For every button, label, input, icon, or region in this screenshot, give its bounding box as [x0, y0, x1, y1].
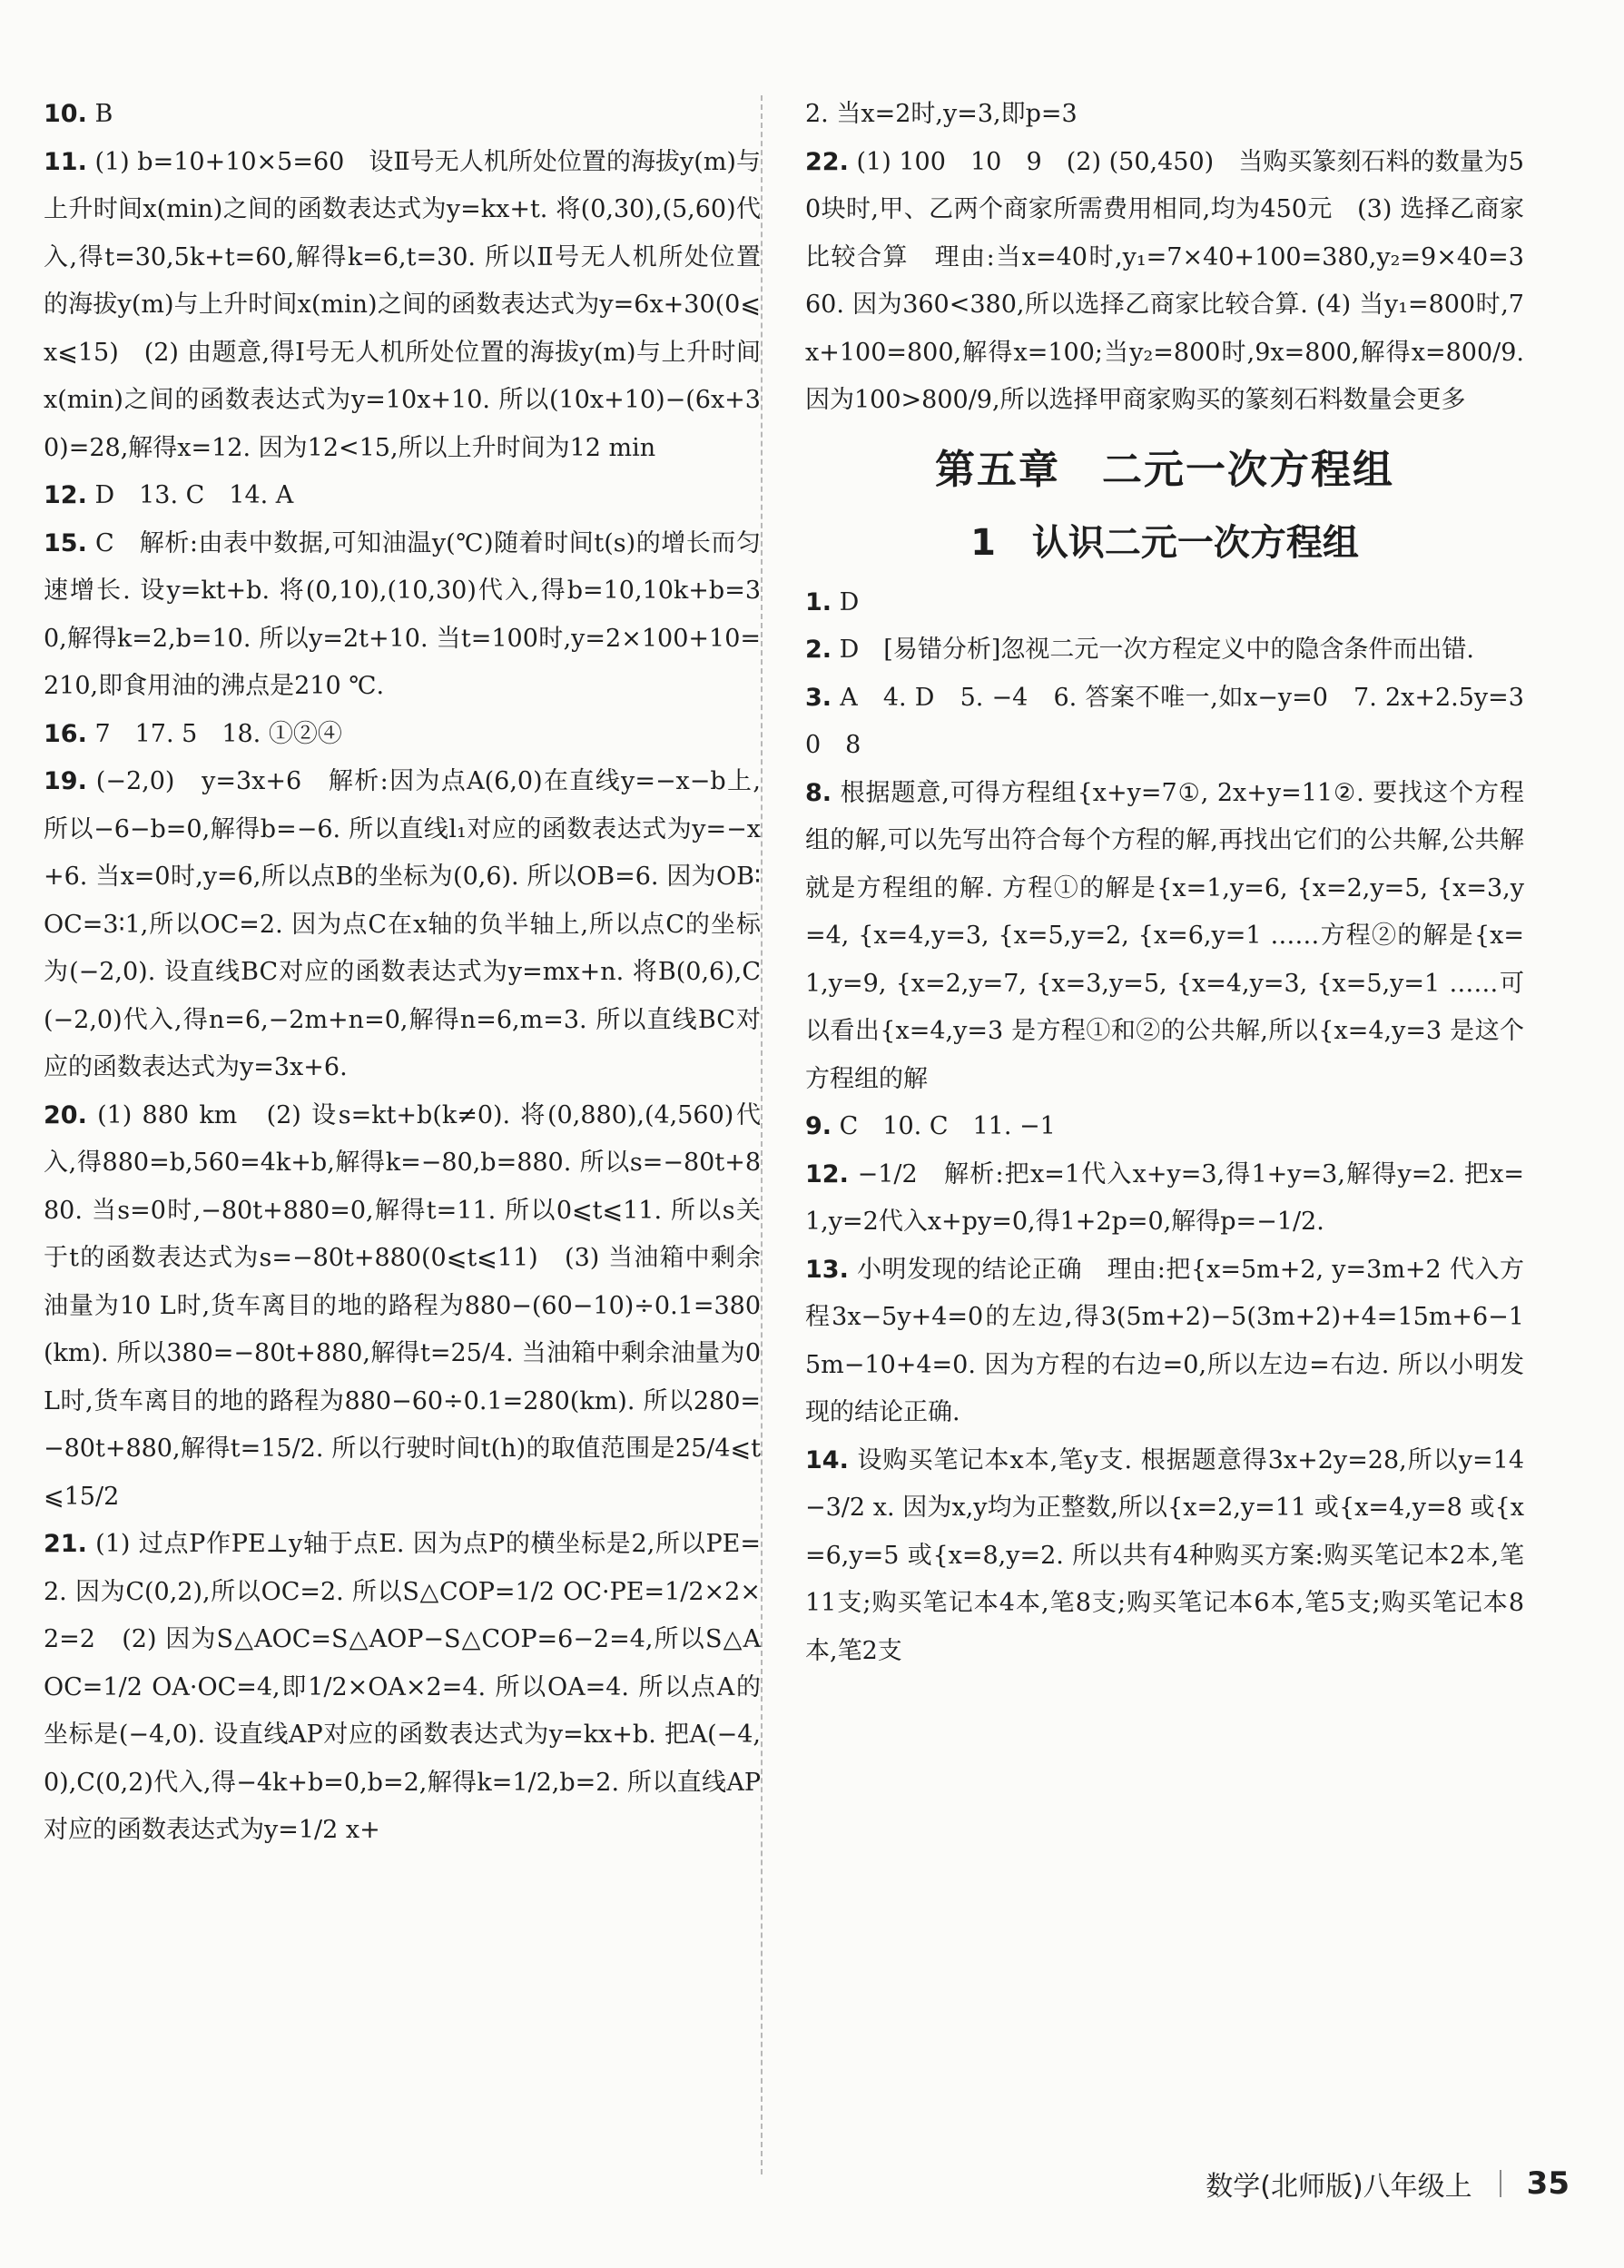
answer-22: 22. (1) 100 10 9 (2) (50,450) 当购买篆刻石料的数量为50块时,甲、乙两个商家所需费用相同,均为450元 (3) 选择乙商家比较合算 理由:当x=40时,y₁=7×40+100=380,y₂=9×40=360. 因为360<380,所以选择乙商家比较合算. (4) 当y₁=800时,7x+100=800,解得x=100;当y₂=800时,9x=800,解得x=800/9. 因为100>800/9,所以选择甲商家购买的篆刻石料数量会更多: [805, 147, 1524, 414]
answer-s1-9-11: 9. C 10. C 11. −1: [805, 1112, 1056, 1140]
answer-s1-2: 2. D [易错分析]忽视二元一次方程定义中的隐含条件而出错.: [805, 636, 1474, 664]
page-number: 35: [1526, 2165, 1570, 2202]
section-title: 1 认识二元一次方程组: [970, 521, 1359, 564]
answer-21-continued: 2. 当x=2时,y=3,即p=3: [805, 100, 1078, 128]
answer-19: 19. (−2,0) y=3x+6 解析:因为点A(6,0)在直线y=−x−b上,所以−6−b=0,解得b=−6. 所以直线l₁对应的函数表达式为y=−x+6. 当x=0时,y=6,所以点B的坐标为(0,6). 所以OB=6. 因为OB∶OC=3∶1,所以OC=2. 因为点C在x轴的负半轴上,所以点C的坐标为(−2,0). 设直线BC对应的函数表达式为y=mx+n. 将B(0,6),C(−2,0)代入,得n=6,−2m+n=0,解得n=6,m=3. 所以直线BC对应的函数表达式为y=3x+6.: [44, 767, 761, 1081]
footer-separator: [1500, 2170, 1501, 2197]
answer-s1-12: 12. −1/2 解析:把x=1代入x+y=3,得1+y=3,解得y=2. 把x=1,y=2代入x+py=0,得1+2p=0,解得p=−1/2.: [805, 1159, 1524, 1236]
answer-11: 11. (1) b=10+10×5=60 设Ⅱ号无人机所处位置的海拔y(m)与上升时间x(min)之间的函数表达式为y=kx+t. 将(0,30),(5,60)代入,得t=30,5k+t=60,解得k=6,t=30. 所以Ⅱ号无人机所处位置的海拔y(m)与上升时间x(min)之间的函数表达式为y=6x+30(0⩽x⩽15) (2) 由题意,得Ⅰ号无人机所处位置的海拔y(m)与上升时间x(min)之间的函数表达式为y=10x+10. 所以(10x+10)−(6x+30)=28,解得x=12. 因为12<15,所以上升时间为12 min: [44, 147, 761, 462]
left-column: [44, 91, 761, 1855]
answer-10: 10. B: [44, 100, 113, 128]
answer-21: 21. (1) 过点P作PE⊥y轴于点E. 因为点P的横坐标是2,所以PE=2. 因为C(0,2),所以OC=2. 所以S△COP=1/2 OC·PE=1/2×2×2=2 (2) 因为S△AOC=S△AOP−S△COP=6−2=4,所以S△AOC=1/2 OA·OC=4,即1/2×OA×2=4. 所以OA=4. 所以点A的坐标是(−4,0). 设直线AP对应的函数表达式为y=kx+b. 把A(−4,0),C(0,2)代入,得−4k+b=0,b=2,解得k=1/2,b=2. 所以直线AP对应的函数表达式为y=1/2 x+: [44, 1530, 761, 1844]
answer-s1-13: 13. 小明发现的结论正确 理由:把{x=5m+2, y=3m+2 代入方程3x−5y+4=0的左边,得3(5m+2)−5(3m+2)+4=15m+6−15m−10+4=0. 因为方程的右边=0,所以左边=右边. 所以小明发现的结论正确.: [805, 1255, 1524, 1426]
answer-16-18: 16. 7 17. 5 18. ①②④: [44, 719, 342, 748]
answer-s1-8: 8. 根据题意,可得方程组{x+y=7①, 2x+y=11②. 要找这个方程组的解,可以先写出符合每个方程的解,再找出它们的公共解,公共解就是方程组的解. 方程①的解是{x=1,y=6, {x=2,y=5, {x=3,y=4, {x=4,y=3, {x=5,y=2, {x=6,y=1 ……方程②的解是{x=1,y=9, {x=2,y=7, {x=3,y=5, {x=4,y=3, {x=5,y=1 ……可以看出{x=4,y=3 是方程①和②的公共解,所以{x=4,y=3 是这个方程组的解: [805, 778, 1524, 1093]
answer-s1-3-7: 3. A 4. D 5. −4 6. 答案不唯一,如x−y=0 7. 2x+2.5y=30 8: [805, 683, 1524, 759]
answer-s1-14: 14. 设购买笔记本x本,笔y支. 根据题意得3x+2y=28,所以y=14−3/2 x. 因为x,y均为正整数,所以{x=2,y=11 或{x=4,y=8 或{x=6,y=5 或{x=8,y=2. 所以共有4种购买方案:购买笔记本2本,笔11支;购买笔记本4本,笔8支;购买笔记本6本,笔5支;购买笔记本8本,笔2支: [805, 1445, 1524, 1665]
chapter-title: 第五章 二元一次方程组: [935, 446, 1394, 493]
book-subject: 数学(北师版)八年级上: [1206, 2171, 1472, 2203]
answer-s1-1: 1. D: [805, 587, 860, 616]
right-column: [805, 91, 1524, 1675]
column-divider: [761, 95, 763, 2174]
answer-12-14: 12. D 13. C 14. A: [44, 481, 294, 509]
page-footer: [1206, 2164, 1570, 2204]
answer-20: 20. (1) 880 km (2) 设s=kt+b(k≠0). 将(0,880),(4,560)代入,得880=b,560=4k+b,解得k=−80,b=880. 所以s=−80t+880. 当s=0时,−80t+880=0,解得t=11. 所以0⩽t⩽11. 所以s关于t的函数表达式为s=−80t+880(0⩽t⩽11) (3) 当油箱中剩余油量为10 L时,货车离目的地的路程为880−(60−10)÷0.1=380(km). 所以380=−80t+880,解得t=25/4. 当油箱中剩余油量为0 L时,货车离目的地的路程为880−60÷0.1=280(km). 所以280=−80t+880,解得t=15/2. 所以行驶时间t(h)的取值范围是25/4⩽t⩽15/2: [44, 1100, 761, 1511]
answer-15: 15. C 解析:由表中数据,可知油温y(℃)随着时间t(s)的增长而匀速增长. 设y=kt+b. 将(0,10),(10,30)代入,得b=10,10k+b=30,解得k=2,b=10. 所以y=2t+10. 当t=100时,y=2×100+10=210,即食用油的沸点是210 ℃.: [44, 528, 761, 700]
